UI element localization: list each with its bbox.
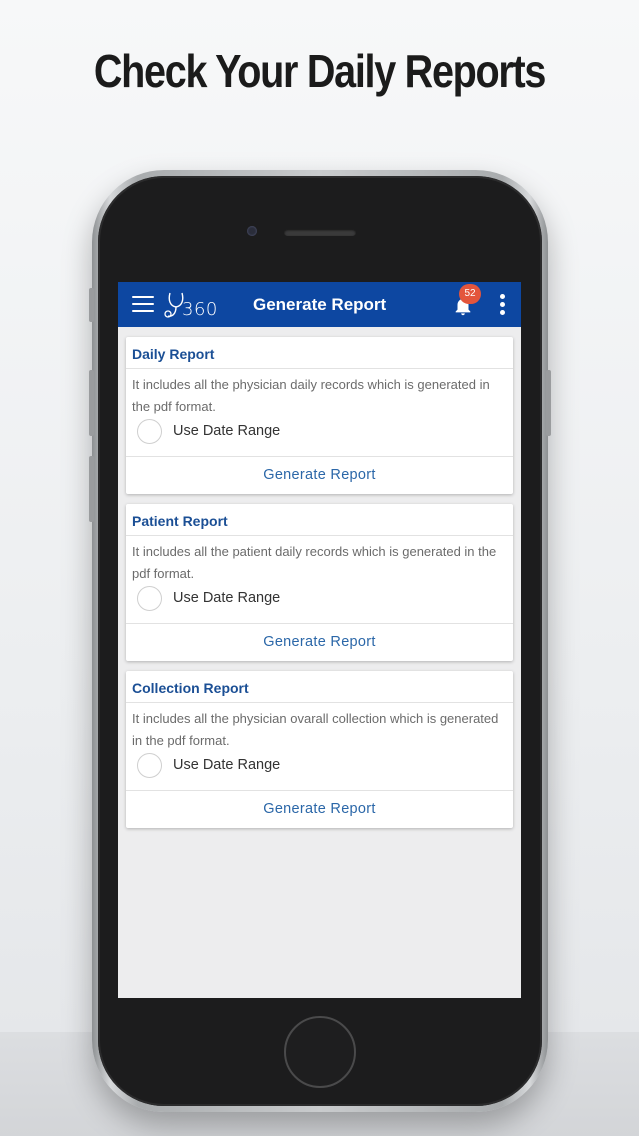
date-range-label: Use Date Range bbox=[173, 590, 281, 606]
date-range-option[interactable] bbox=[126, 585, 513, 623]
radio-unchecked-icon[interactable] bbox=[137, 419, 162, 444]
page-title: Generate Report bbox=[253, 295, 387, 314]
notification-badge: 52 bbox=[459, 284, 481, 304]
card-title: Daily Report bbox=[126, 337, 513, 369]
card-title: Patient Report bbox=[126, 504, 513, 536]
collection-report-card bbox=[126, 671, 513, 828]
app-screen bbox=[118, 282, 521, 998]
front-camera bbox=[247, 226, 257, 236]
generate-report-button[interactable]: Generate Report bbox=[126, 456, 513, 494]
earpiece-speaker bbox=[284, 229, 356, 236]
radio-unchecked-icon[interactable] bbox=[137, 753, 162, 778]
date-range-option[interactable] bbox=[126, 418, 513, 456]
app-bar bbox=[118, 282, 521, 327]
generate-report-button[interactable]: Generate Report bbox=[126, 623, 513, 661]
daily-report-card bbox=[126, 337, 513, 494]
date-range-label: Use Date Range bbox=[173, 423, 281, 439]
card-description: It includes all the physician daily records which is generated in the pdf format. bbox=[132, 377, 490, 414]
more-vert-icon[interactable] bbox=[500, 294, 506, 316]
date-range-label: Use Date Range bbox=[173, 757, 281, 773]
volume-down-button bbox=[89, 456, 94, 522]
power-button bbox=[546, 370, 551, 436]
home-button bbox=[284, 1016, 356, 1088]
menu-icon[interactable] bbox=[132, 296, 154, 313]
generate-report-button[interactable]: Generate Report bbox=[126, 790, 513, 828]
card-description: It includes all the physician ovarall collection which is generated in the pdf format. bbox=[132, 711, 499, 748]
date-range-option[interactable] bbox=[126, 752, 513, 790]
promo-headline: Check Your Daily Reports bbox=[93, 45, 546, 97]
logo-text: 360 bbox=[182, 299, 218, 320]
volume-up-button bbox=[89, 370, 94, 436]
mute-switch bbox=[89, 288, 94, 322]
card-description: It includes all the patient daily records which is generated in the pdf format. bbox=[132, 544, 497, 581]
card-title: Collection Report bbox=[126, 671, 513, 703]
patient-report-card bbox=[126, 504, 513, 661]
radio-unchecked-icon[interactable] bbox=[137, 586, 162, 611]
